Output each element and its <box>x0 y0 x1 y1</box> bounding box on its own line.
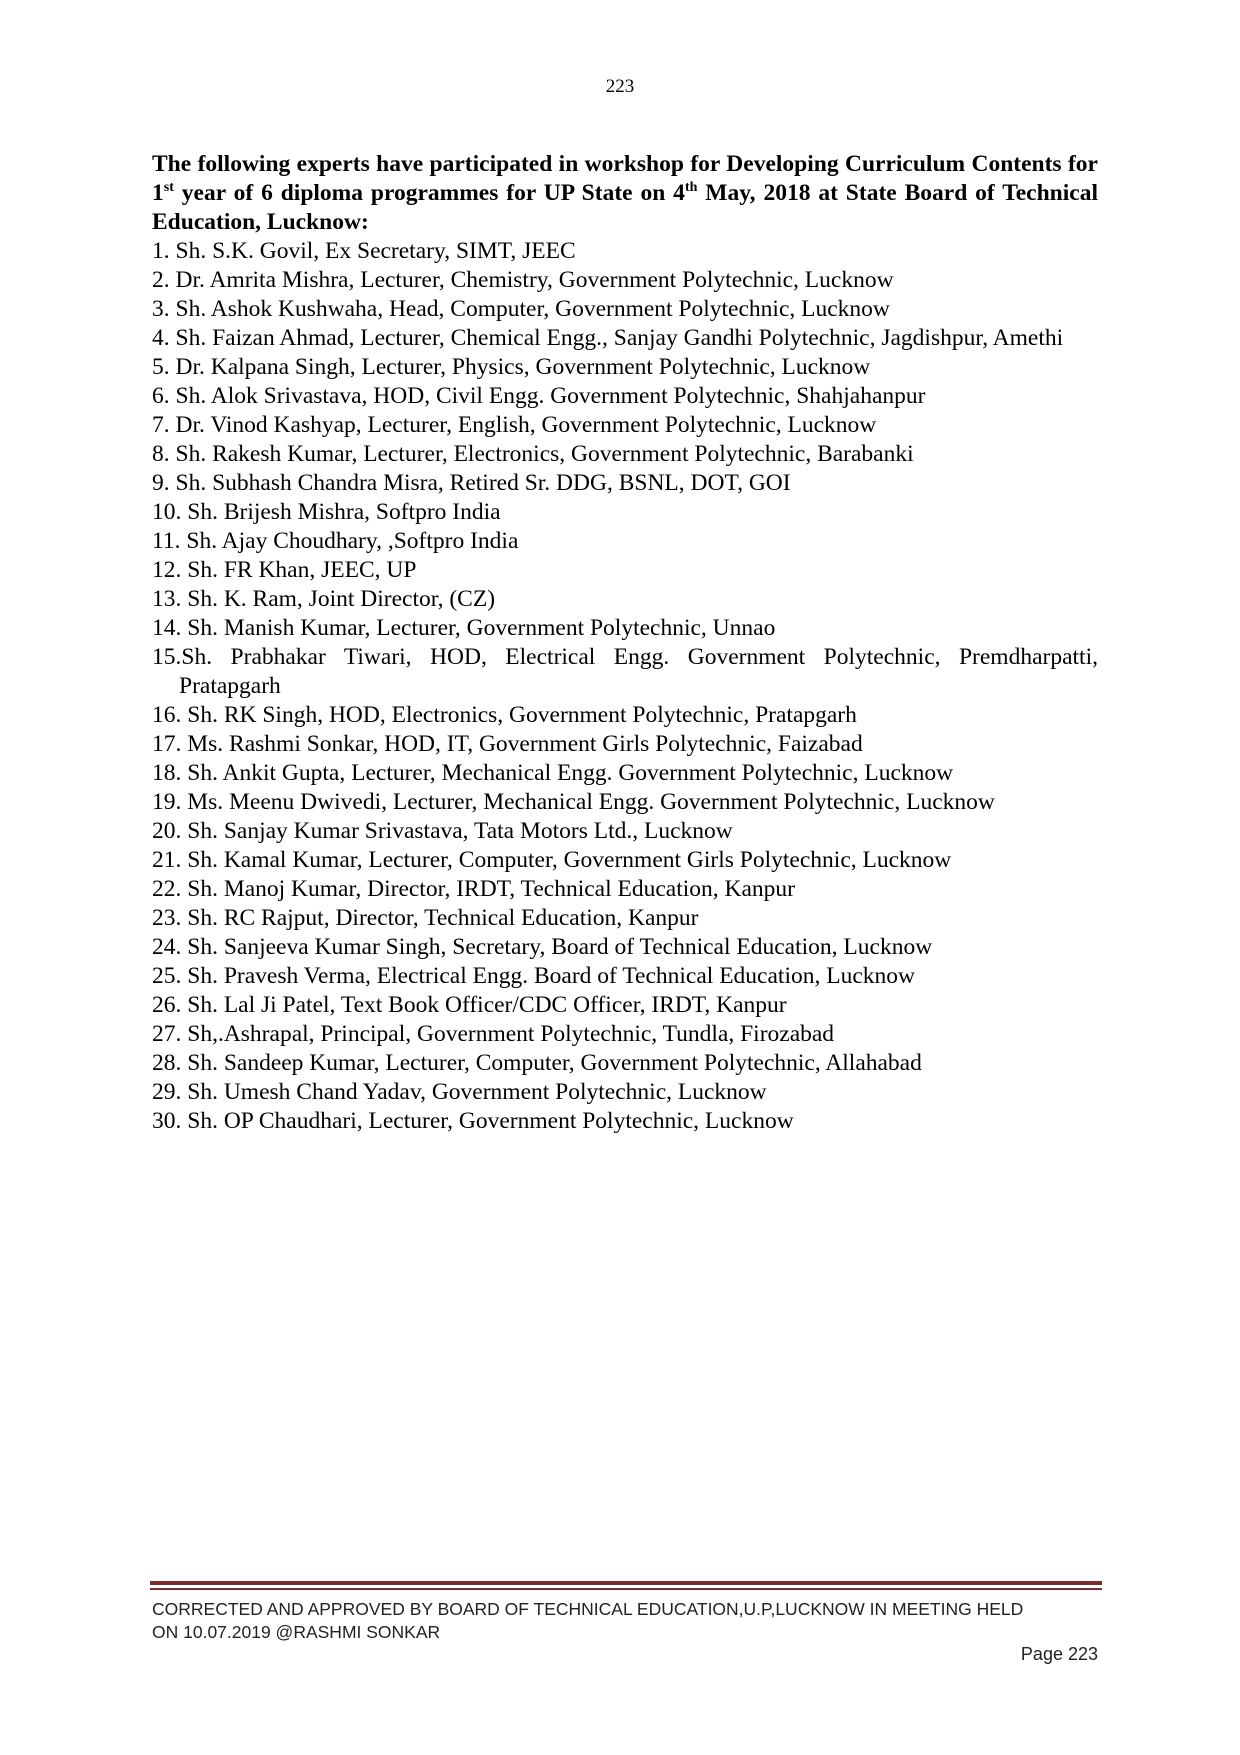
footer-line-2: ON 10.07.2019 @RASHMI SONKAR <box>152 1622 441 1642</box>
footer-rule-thick <box>150 1581 1102 1585</box>
footer-note <box>152 1598 1098 1644</box>
expert-list-item: 22. Sh. Manoj Kumar, Director, IRDT, Technical Education, Kanpur <box>152 876 795 902</box>
expert-list-item: 16. Sh. RK Singh, HOD, Electronics, Government Polytechnic, Pratapgarh <box>152 702 857 728</box>
expert-list-item: 26. Sh. Lal Ji Patel, Text Book Officer/CDC Officer, IRDT, Kanpur <box>152 992 787 1018</box>
footer-rule-thin <box>150 1588 1102 1590</box>
expert-list-item: 1. Sh. S.K. Govil, Ex Secretary, SIMT, JEEC <box>152 238 576 264</box>
expert-list-item: 5. Dr. Kalpana Singh, Lecturer, Physics, Government Polytechnic, Lucknow <box>152 354 871 380</box>
expert-list-item: 20. Sh. Sanjay Kumar Srivastava, Tata Motors Ltd., Lucknow <box>152 818 733 844</box>
footer-page-number: Page 223 <box>1020 1644 1098 1664</box>
expert-list-item: 19. Ms. Meenu Dwivedi, Lecturer, Mechanical Engg. Government Polytechnic, Lucknow <box>152 789 995 815</box>
document-heading <box>152 150 1098 237</box>
expert-list-item: 6. Sh. Alok Srivastava, HOD, Civil Engg. Government Polytechnic, Shahjahanpur <box>152 383 926 409</box>
expert-list-item: 7. Dr. Vinod Kashyap, Lecturer, English, Government Polytechnic, Lucknow <box>152 412 877 438</box>
expert-list-item: 10. Sh. Brijesh Mishra, Softpro India <box>152 499 501 525</box>
expert-list-item: 18. Sh. Ankit Gupta, Lecturer, Mechanical Engg. Government Polytechnic, Lucknow <box>152 760 954 786</box>
document-body <box>152 150 1098 1136</box>
expert-list-item: 4. Sh. Faizan Ahmad, Lecturer, Chemical Engg., Sanjay Gandhi Polytechnic, Jagdishpur, Amethi <box>152 325 1064 351</box>
heading-part-3: May, 2018 at State Board of Technical Education, Lucknow: <box>152 180 1098 235</box>
expert-list-item: 9. Sh. Subhash Chandra Misra, Retired Sr. DDG, BSNL, DOT, GOI <box>152 470 791 496</box>
expert-list-item: 17. Ms. Rashmi Sonkar, HOD, IT, Government Girls Polytechnic, Faizabad <box>152 731 863 757</box>
expert-list-item: 2. Dr. Amrita Mishra, Lecturer, Chemistry, Government Polytechnic, Lucknow <box>152 267 894 293</box>
expert-list-item: 27. Sh,.Ashrapal, Principal, Government Polytechnic, Tundla, Firozabad <box>152 1021 835 1047</box>
expert-list-item: 24. Sh. Sanjeeva Kumar Singh, Secretary, Board of Technical Education, Lucknow <box>152 934 933 960</box>
heading-part-2: year of 6 diploma programmes for UP State on 4 <box>173 180 685 206</box>
expert-list-item: 13. Sh. K. Ram, Joint Director, (CZ) <box>152 586 496 612</box>
expert-list-item: 28. Sh. Sandeep Kumar, Lecturer, Computer, Government Polytechnic, Allahabad <box>152 1050 922 1076</box>
expert-list-item: 12. Sh. FR Khan, JEEC, UP <box>152 557 417 583</box>
expert-list-item: 29. Sh. Umesh Chand Yadav, Government Polytechnic, Lucknow <box>152 1079 767 1105</box>
expert-list-item: 8. Sh. Rakesh Kumar, Lecturer, Electronics, Government Polytechnic, Barabanki <box>152 441 914 467</box>
heading-superscript-2: th <box>684 180 698 196</box>
expert-list-item: 15.Sh. Prabhakar Tiwari, HOD, Electrical Engg. Government Polytechnic, Premdharpatti, Pratapgarh <box>152 644 1098 699</box>
expert-list-item: 30. Sh. OP Chaudhari, Lecturer, Government Polytechnic, Lucknow <box>152 1108 794 1134</box>
page-number-top: 223 <box>605 76 635 97</box>
heading-part-1: The following experts have participated in workshop for Developing Curriculum Contents for 1 <box>152 151 1098 206</box>
heading-superscript-1: st <box>163 180 174 196</box>
expert-list-item: 11. Sh. Ajay Choudhary, ,Softpro India <box>152 528 519 554</box>
experts-list <box>152 237 1098 1136</box>
expert-list-item: 14. Sh. Manish Kumar, Lecturer, Government Polytechnic, Unnao <box>152 615 776 641</box>
expert-list-item: 25. Sh. Pravesh Verma, Electrical Engg. Board of Technical Education, Lucknow <box>152 963 915 989</box>
expert-list-item: 3. Sh. Ashok Kushwaha, Head, Computer, Government Polytechnic, Lucknow <box>152 296 890 322</box>
expert-list-item: 23. Sh. RC Rajput, Director, Technical Education, Kanpur <box>152 905 699 931</box>
footer-line-1: CORRECTED AND APPROVED BY BOARD OF TECHNICAL EDUCATION,U.P,LUCKNOW IN MEETING HELD <box>152 1599 1024 1619</box>
expert-list-item: 21. Sh. Kamal Kumar, Lecturer, Computer, Government Girls Polytechnic, Lucknow <box>152 847 952 873</box>
